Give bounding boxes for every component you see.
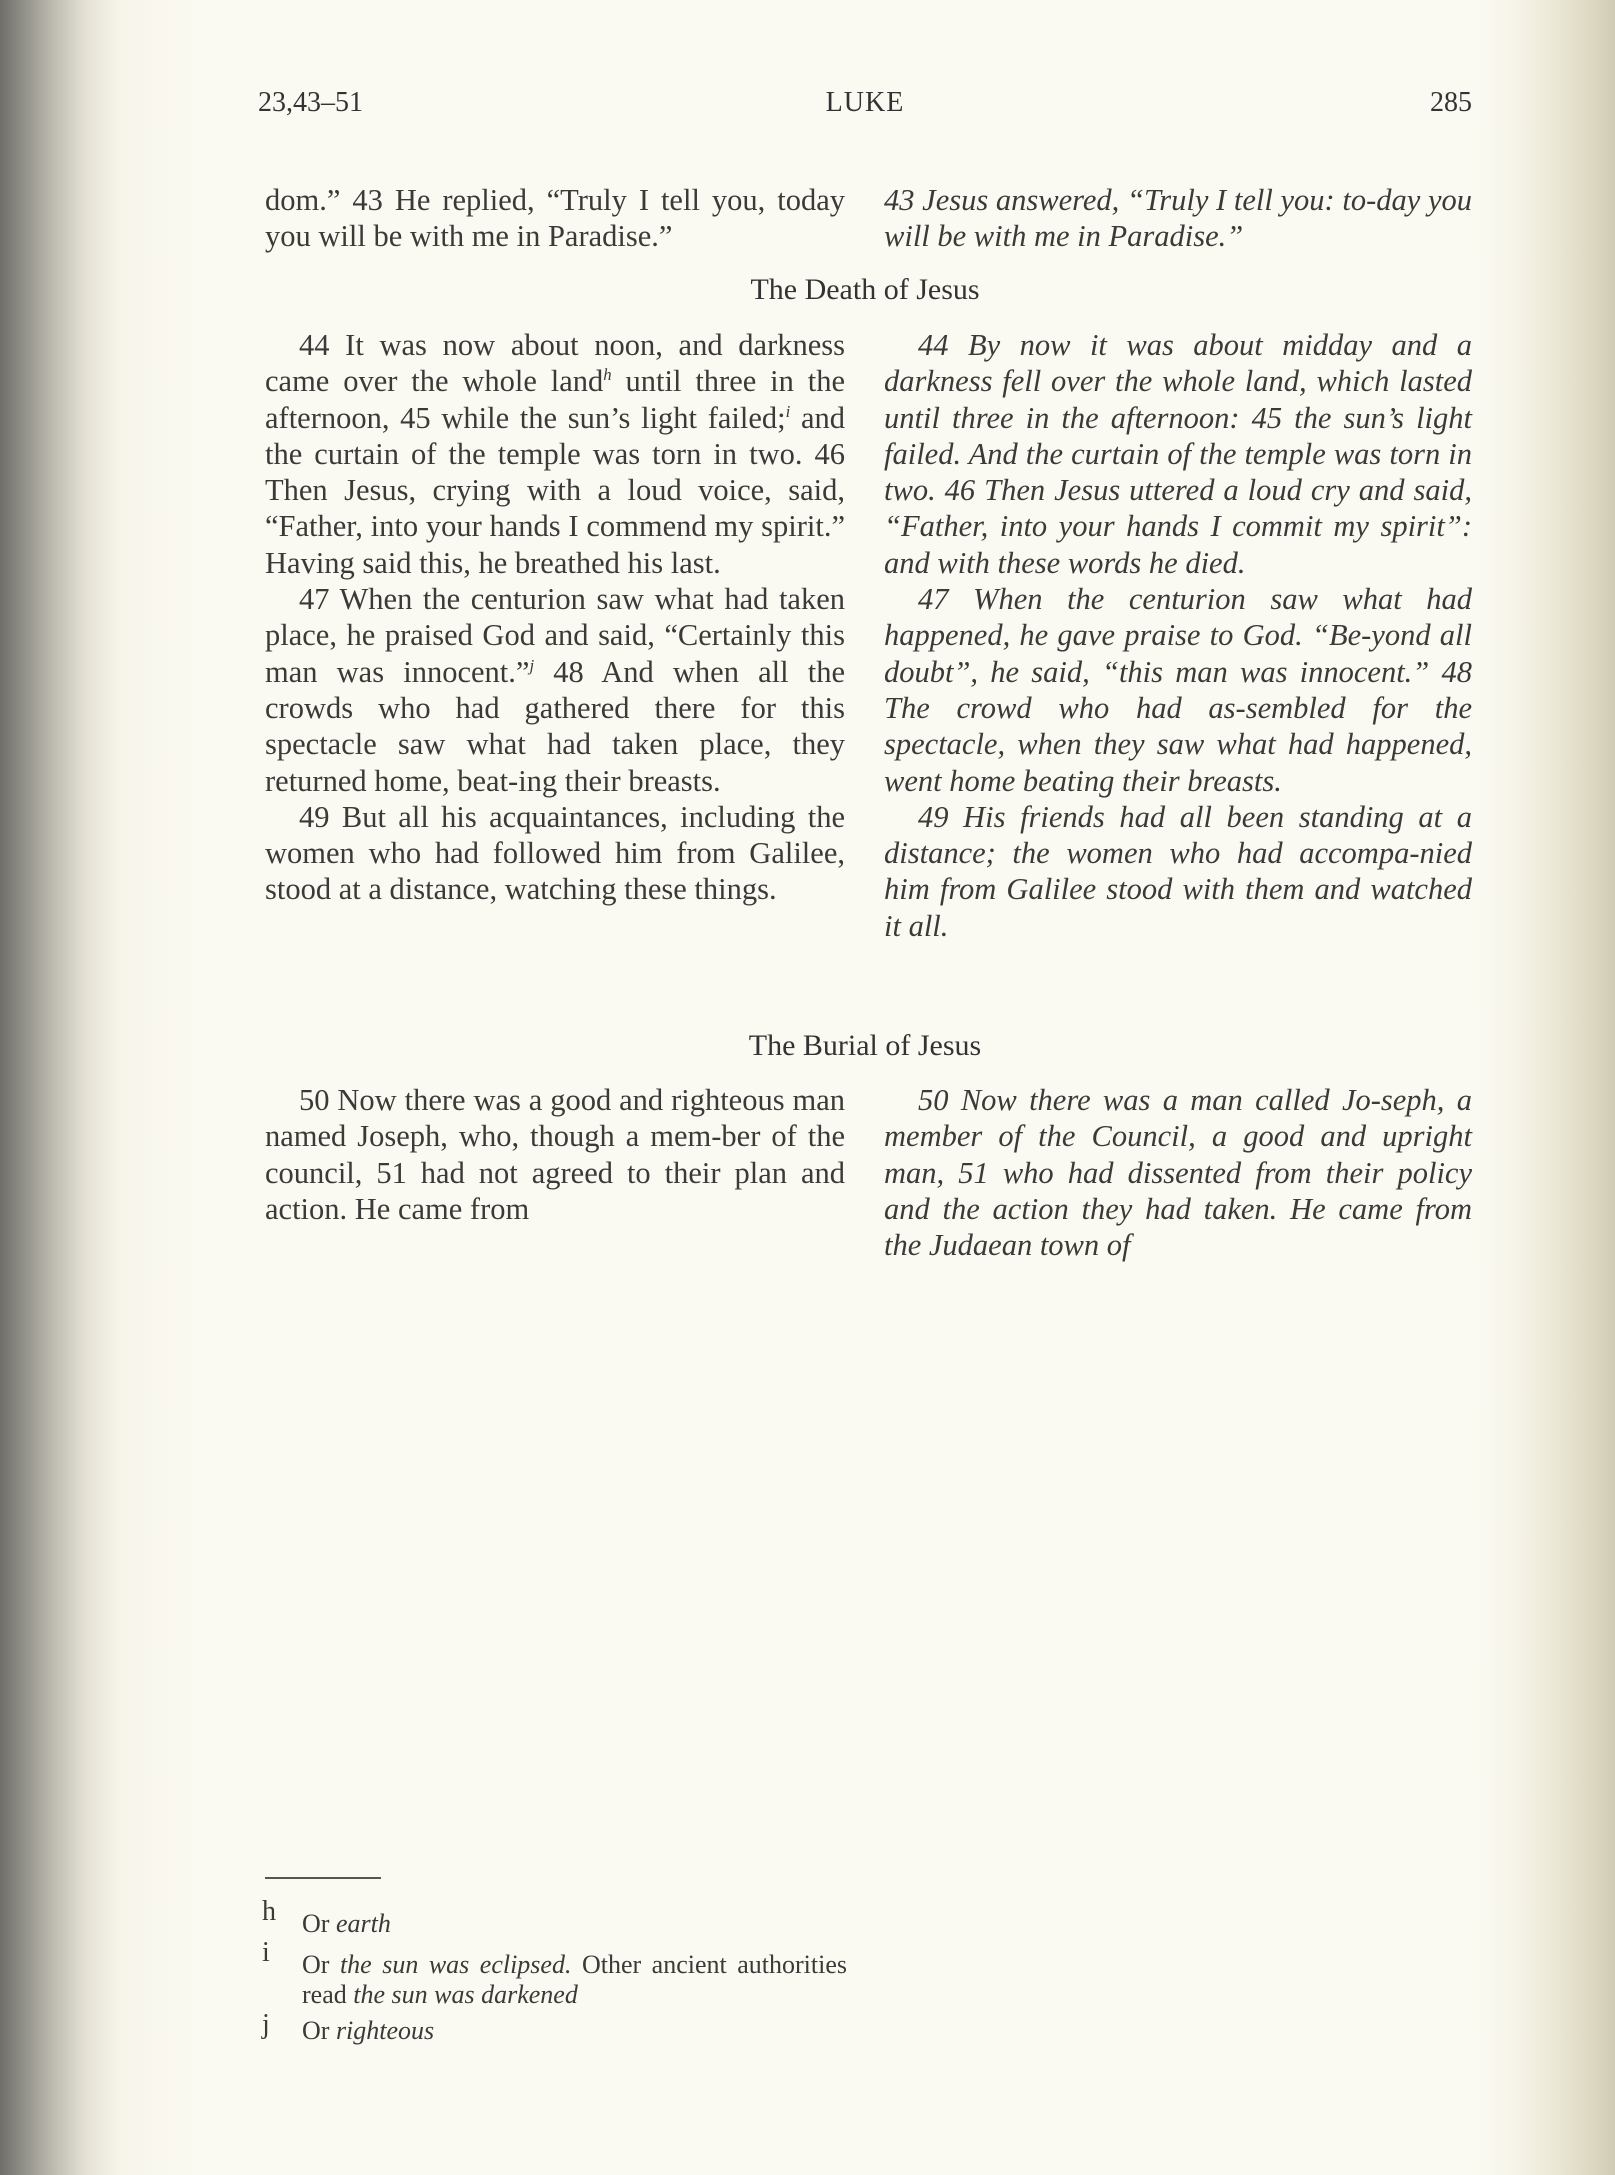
- running-head-reference: 23,43–51: [258, 87, 363, 118]
- footnote-italic: the sun was eclipsed.: [339, 1950, 572, 1979]
- footnote-italic: earth: [335, 1909, 391, 1938]
- right-column-opening: [884, 182, 1472, 255]
- verse-49-left: 49 But all his acquaintances, including the women who had followed him from Galilee, stood at a distance, watching these things.: [265, 799, 845, 907]
- footnote-italic: righteous: [335, 2016, 435, 2045]
- footnote-separator: [265, 1877, 381, 1879]
- left-column-opening: [265, 182, 845, 255]
- section-heading-death: The Death of Jesus: [750, 273, 980, 306]
- footnote-mark: j: [262, 2009, 270, 2040]
- footnote-text: Other ancient authorities read: [302, 1950, 847, 2009]
- page-number: 285: [1430, 87, 1472, 118]
- footnote-ref-h: h: [603, 365, 612, 385]
- verses-47-48-right: 47 When the centurion saw what had happened, he gave praise to God. “Be-yond all doubt”, he said, “this man was innocent.” 48 The crowd who had as-sembled for the spectacle, when they saw what had happened, went home beating their breasts.: [884, 582, 1472, 798]
- footnote-ref-j: j: [529, 655, 535, 675]
- footnote-j: [262, 2010, 847, 2046]
- footnote-mark: h: [262, 1896, 276, 1927]
- left-column-burial: [265, 1082, 845, 1227]
- verses-44-46-left: [265, 327, 845, 581]
- right-column-burial: [884, 1082, 1472, 1263]
- footnote-h: [262, 1897, 847, 1939]
- verse-43-left: dom.” 43 He replied, “Truly I tell you, today you will be with me in Paradise.”: [265, 183, 845, 254]
- footnote-mark: i: [262, 1937, 270, 1968]
- footnote-italic: the sun was darkened: [353, 1980, 578, 2009]
- footnote-ref-i: i: [785, 401, 791, 421]
- footnote-i: [262, 1938, 847, 2010]
- footnote-text: Or: [302, 1950, 340, 1979]
- footnote-text: Or: [302, 2016, 336, 2045]
- verse-text: until three in the afternoon, 45 while the sun’s light failed;: [265, 364, 845, 435]
- section-heading-burial: The Burial of Jesus: [748, 1029, 982, 1062]
- verse-43-right: 43 Jesus answered, “Truly I tell you: to-day you will be with me in Paradise.”: [884, 183, 1472, 254]
- verses-44-46-right: 44 By now it was about midday and a darkness fell over the whole land, which lasted until three in the afternoon: 45 the sun’s light failed. And the curtain of the temple was torn in two. 46 Then Jesus uttered a loud cry and said, “Father, into your hands I commit my spirit”: and with these words he died.: [884, 328, 1472, 580]
- verses-50-51-right: 50 Now there was a man called Jo-seph, a member of the Council, a good and upright man, 51 who had dissented from their policy and the action they had taken. He came from the Judaean town of: [884, 1083, 1472, 1263]
- verse-text: and the curtain of the temple was torn in two. 46 Then Jesus, crying with a loud voice, said, “Father, into your hands I commend my spirit.” Having said this, he breathed his last.: [265, 400, 845, 580]
- footnote-text: Or: [302, 1909, 336, 1938]
- right-column-death: [884, 327, 1472, 944]
- verse-text: 47 When the centurion saw what had taken place, he praised God and said, “Certainly this man was innocent.”: [265, 582, 845, 689]
- verses-50-51-left: 50 Now there was a good and righteous man named Joseph, who, though a mem-ber of the council, 51 had not agreed to their plan and action. He came from: [265, 1083, 845, 1226]
- verse-49-right: 49 His friends had all been standing at a distance; the women who had accompa-nied him from Galilee stood with them and watched it all.: [884, 799, 1472, 943]
- running-head-book: LUKE: [825, 87, 905, 118]
- verses-47-48-left: [265, 581, 845, 799]
- verse-text: 44 It was now about noon, and darkness came over the whole land: [265, 328, 845, 399]
- left-column-death: [265, 327, 845, 908]
- verse-text: 48 And when all the crowds who had gathered there for this spectacle saw what had taken place, they returned home, beat-ing their breasts.: [265, 654, 845, 798]
